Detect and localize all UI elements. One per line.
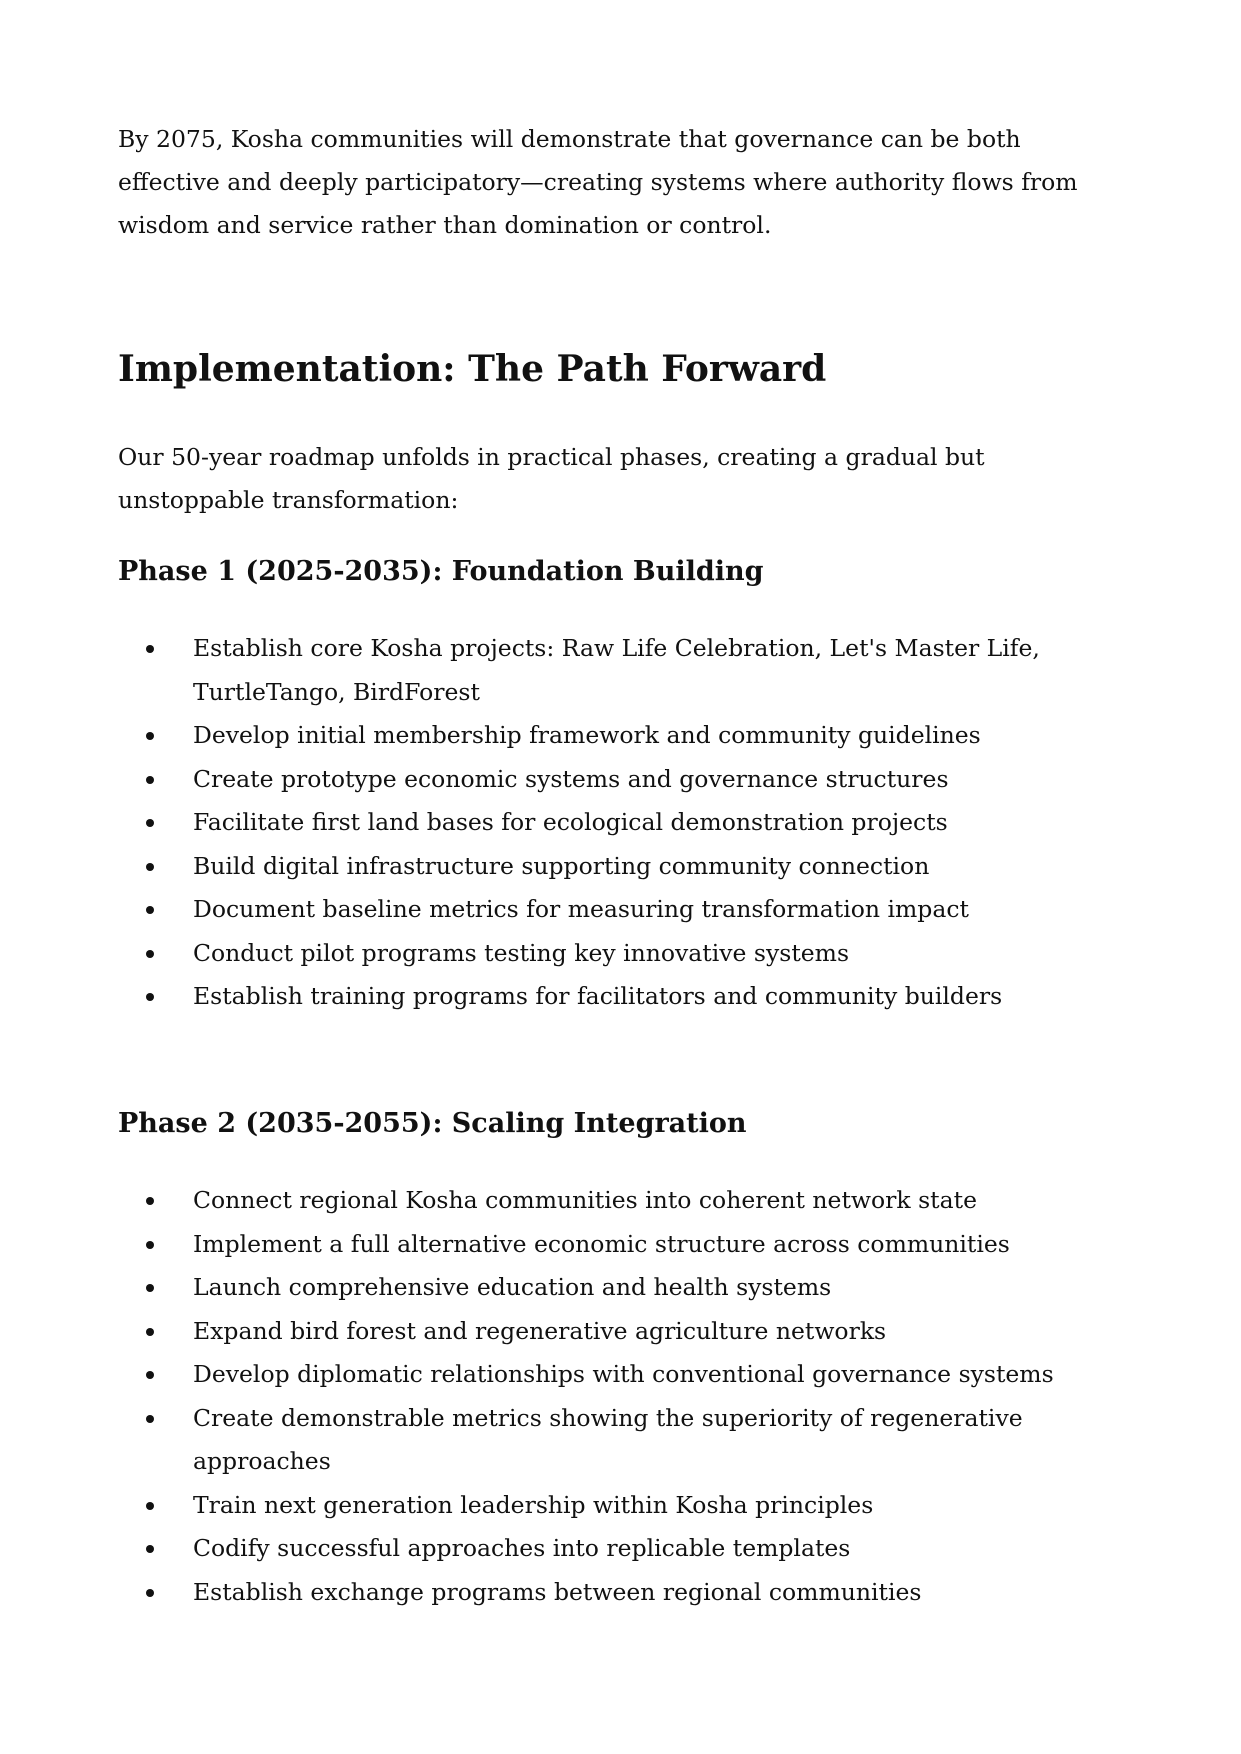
- bullet-icon: [146, 1415, 154, 1423]
- list-item: [118, 932, 1128, 976]
- list-item: [118, 1223, 1128, 1267]
- list-item: [118, 1310, 1128, 1354]
- bullet-icon: [146, 1284, 154, 1292]
- phase-2-heading: Phase 2 (2035-2055): Scaling Integration: [118, 1108, 747, 1139]
- list-item-text: Launch comprehensive education and health systems: [193, 1273, 832, 1301]
- list-item: [118, 1527, 1128, 1571]
- list-item-text: Facilitate first land bases for ecological demonstration projects: [193, 808, 948, 836]
- bullet-icon: [146, 1545, 154, 1553]
- list-item-text: Build digital infrastructure supporting community connection: [193, 851, 930, 880]
- bullet-icon: [146, 863, 154, 871]
- list-item: [118, 1179, 1128, 1223]
- list-item: [118, 714, 1128, 758]
- list-item: [118, 1266, 1128, 1310]
- bullet-icon: [146, 993, 154, 1001]
- list-item-text: Connect regional Kosha communities into coherent network state: [193, 1186, 977, 1214]
- list-item: [118, 627, 1128, 714]
- bullet-icon: [146, 776, 154, 784]
- list-item-text: Train next generation leadership within Kosha principles: [193, 1490, 874, 1519]
- bullet-icon: [146, 645, 154, 653]
- list-item: [118, 888, 1128, 932]
- list-item-text: Create demonstrable metrics showing the superiority of regenerative approaches: [193, 1403, 1023, 1475]
- bullet-icon: [146, 1328, 154, 1336]
- list-item-text: Implement a full alternative economic structure across communities: [193, 1229, 1010, 1258]
- phase-1-heading: Phase 1 (2025-2035): Foundation Building: [118, 556, 764, 587]
- list-item: [118, 801, 1128, 845]
- list-item-text: Establish training programs for facilitators and community builders: [193, 982, 1003, 1010]
- list-item-text: Develop initial membership framework and community guidelines: [193, 721, 981, 749]
- section-lead-paragraph: Our 50-year roadmap unfolds in practical phases, creating a gradual but unstoppable transformation:: [118, 443, 985, 514]
- bullet-icon: [146, 1241, 154, 1249]
- bullet-icon: [146, 819, 154, 827]
- bullet-icon: [146, 1589, 154, 1597]
- bullet-icon: [146, 1197, 154, 1205]
- list-item: [118, 1353, 1128, 1397]
- bullet-icon: [146, 906, 154, 914]
- list-item-text: Develop diplomatic relationships with conventional governance systems: [193, 1360, 1054, 1388]
- phase-1-list: [118, 627, 1128, 1019]
- bullet-icon: [146, 1502, 154, 1510]
- list-item-text: Establish exchange programs between regional communities: [193, 1577, 922, 1606]
- list-item-text: Conduct pilot programs testing key innovative systems: [193, 938, 850, 967]
- list-item: [118, 1484, 1128, 1528]
- list-item: [118, 758, 1128, 802]
- list-item: [118, 975, 1128, 1019]
- list-item-text: Create prototype economic systems and governance structures: [193, 764, 949, 793]
- list-item: [118, 1397, 1128, 1484]
- bullet-icon: [146, 1371, 154, 1379]
- bullet-icon: [146, 950, 154, 958]
- list-item-text: Codify successful approaches into replicable templates: [193, 1534, 851, 1562]
- section-heading: Implementation: The Path Forward: [118, 348, 827, 390]
- bullet-icon: [146, 732, 154, 740]
- intro-paragraph: By 2075, Kosha communities will demonstrate that governance can be both effective and deeply participatory—creating systems where authority flows from wisdom and service rather than domination or control.: [118, 125, 1078, 239]
- phase-2-list: [118, 1179, 1128, 1614]
- list-item-text: Document baseline metrics for measuring transformation impact: [193, 895, 969, 923]
- list-item-text: Expand bird forest and regenerative agriculture networks: [193, 1316, 887, 1345]
- list-item: [118, 1571, 1128, 1615]
- list-item: [118, 845, 1128, 889]
- list-item-text: Establish core Kosha projects: Raw Life Celebration, Let's Master Life, TurtleTango, BirdForest: [193, 634, 1040, 706]
